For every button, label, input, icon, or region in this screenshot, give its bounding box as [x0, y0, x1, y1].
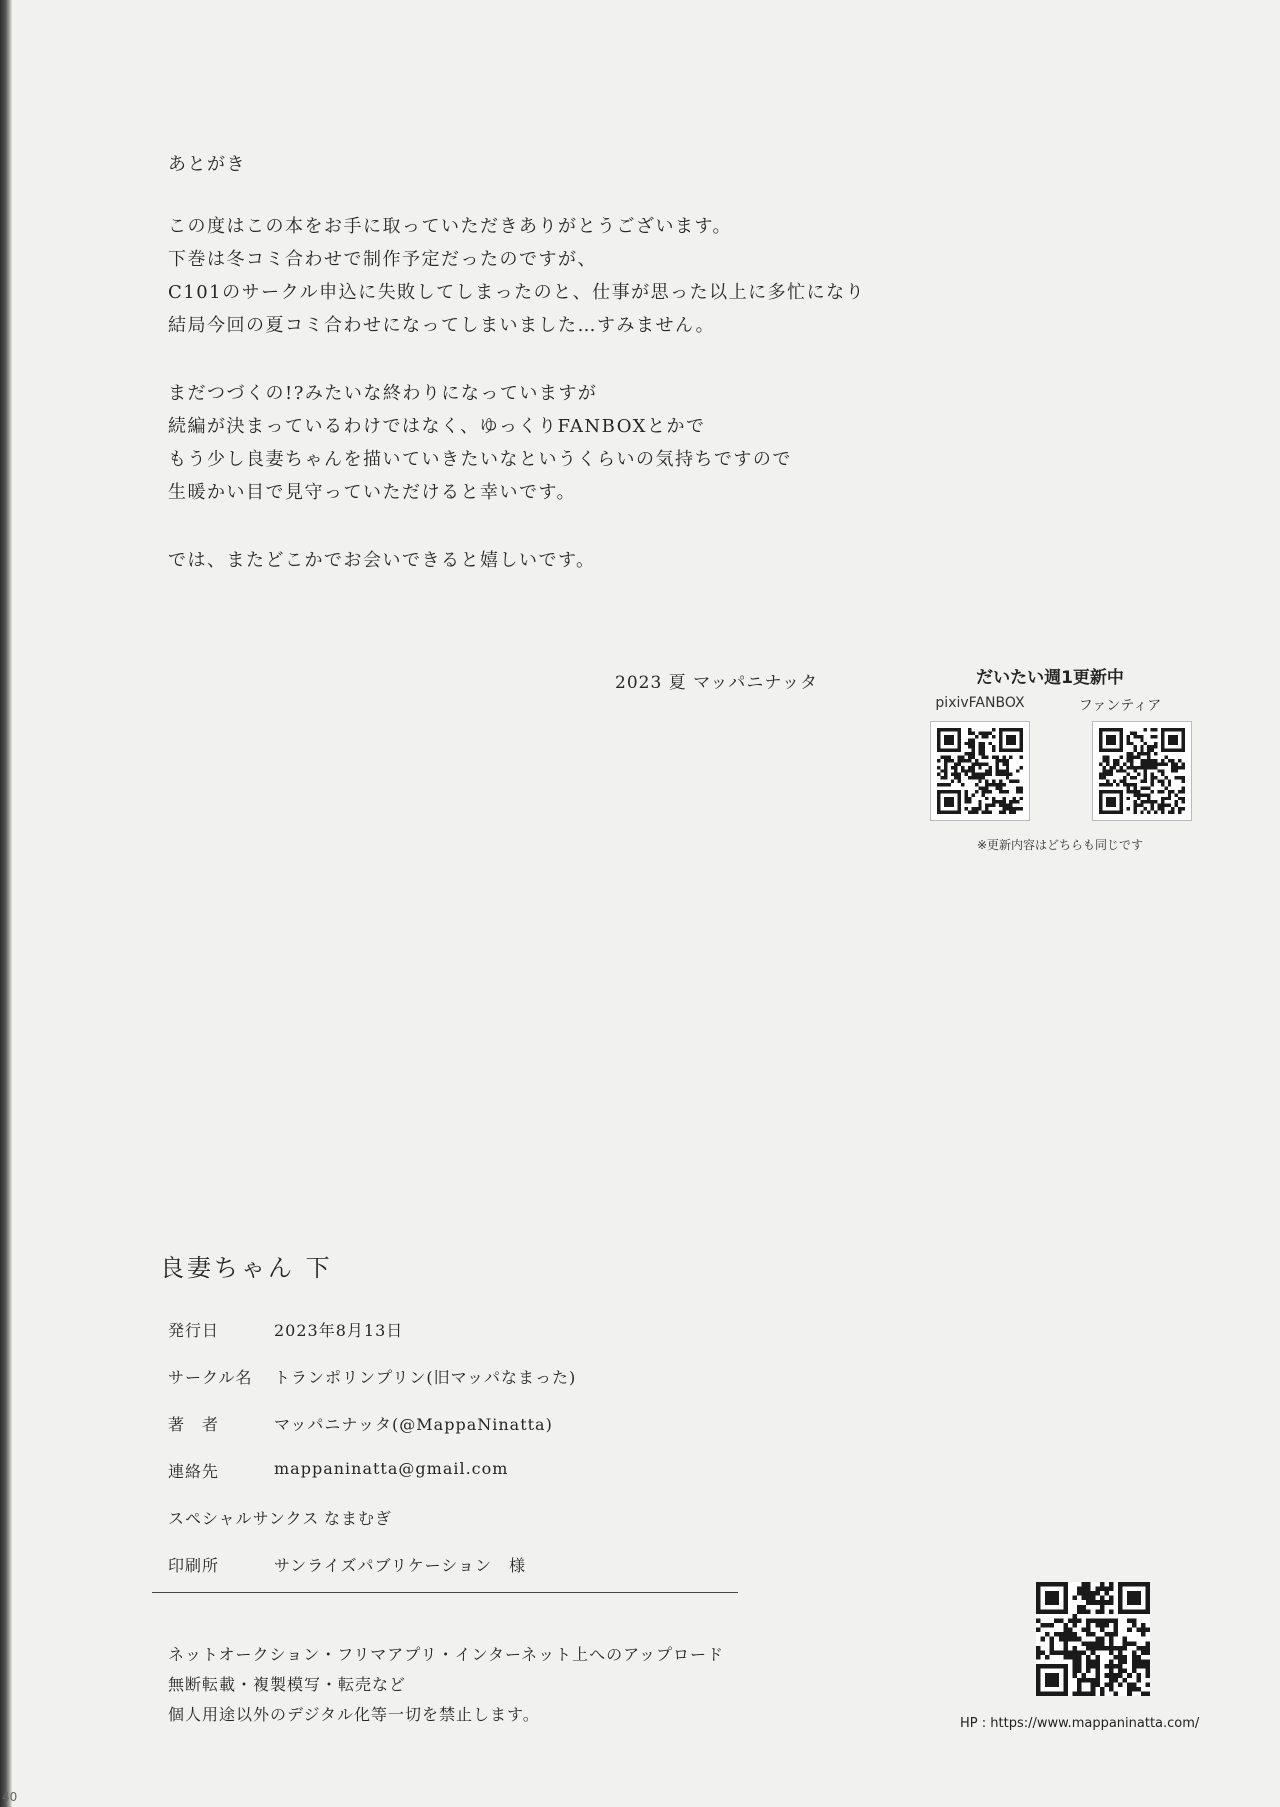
sns-heading: だいたい週1更新中: [976, 668, 1124, 688]
colophon-label: スペシャルサンクス: [168, 1509, 320, 1528]
afterword-line: 続編が決まっているわけではなく、ゆっくりFANBOXとかで: [168, 416, 706, 437]
homepage-qr-code[interactable]: [1036, 1582, 1150, 1696]
afterword-title: あとがき: [168, 154, 246, 175]
afterword-paragraph-3: [168, 544, 928, 577]
afterword-paragraph-2: [168, 377, 928, 509]
colophon-row-contact: [168, 1459, 768, 1506]
afterword-paragraph-1: [168, 210, 928, 342]
afterword-section: [168, 150, 928, 612]
afterword-line: では、またどこかでお会いできると嬉しいです。: [168, 550, 596, 571]
copyright-notice: [168, 1640, 724, 1730]
fantia-qr-label: ファンティア: [1078, 698, 1162, 714]
colophon-divider: [152, 1592, 738, 1593]
notice-line: ネットオークション・フリマアプリ・インターネット上へのアップロード: [168, 1645, 725, 1664]
page-number: 40: [2, 1790, 18, 1804]
book-title: 良妻ちゃん 下: [160, 1254, 333, 1282]
fanbox-qr-label: pixivFANBOX: [935, 695, 1025, 711]
colophon-row-author: [168, 1412, 768, 1459]
contact-email[interactable]: mappaninatta@gmail.com: [274, 1459, 509, 1478]
fanbox-qr-code[interactable]: [930, 721, 1030, 821]
colophon: [168, 1318, 768, 1600]
homepage-url[interactable]: HP : https://www.mappaninatta.com/: [960, 1716, 1200, 1731]
afterword-line: C101のサークル申込に失敗してしまったのと、仕事が思った以上に多忙になり: [168, 282, 866, 303]
colophon-label: 著 者: [168, 1415, 220, 1434]
notice-line: 個人用途以外のデジタル化等一切を禁止します。: [168, 1705, 540, 1724]
colophon-label: 発行日: [168, 1321, 220, 1340]
colophon-value: 2023年8月13日: [274, 1321, 404, 1340]
sns-note: ※更新内容はどちらも同じです: [976, 838, 1144, 852]
afterword-signature: 2023 夏 マッパニナッタ: [615, 673, 819, 693]
colophon-row-thanks: [168, 1506, 768, 1553]
afterword-line: もう少し良妻ちゃんを描いていきたいなというくらいの気持ちですので: [168, 449, 792, 470]
fantia-qr-code[interactable]: [1092, 721, 1192, 821]
afterword-line: この度はこの本をお手に取っていただきありがとうございます。: [168, 216, 733, 237]
colophon-value: トランポリンプリン(旧マッパなまった): [274, 1368, 577, 1387]
afterword-line: 生暖かい目で見守っていただけると幸いです。: [168, 482, 577, 503]
colophon-value: サンライズパブリケーション 様: [274, 1556, 526, 1575]
colophon-label: 印刷所: [168, 1556, 220, 1575]
afterword-line: 下巻は冬コミ合わせで制作予定だったのですが、: [168, 249, 597, 270]
sns-qr-block: [920, 658, 1210, 858]
afterword-line: 結局今回の夏コミ合わせになってしまいました…すみません。: [168, 315, 716, 336]
colophon-value: マッパニナッタ(@MappaNinatta): [274, 1415, 553, 1434]
colophon-label: サークル名: [168, 1368, 253, 1387]
colophon-value: なまむぎ: [324, 1509, 393, 1528]
colophon-row-date: [168, 1318, 768, 1365]
page-binding-edge: [0, 0, 12, 1807]
colophon-label: 連絡先: [168, 1462, 220, 1481]
notice-line: 無断転載・複製模写・転売など: [168, 1675, 407, 1694]
colophon-row-circle: [168, 1365, 768, 1412]
afterword-line: まだつづくの!?みたいな終わりになっていますが: [168, 383, 598, 404]
